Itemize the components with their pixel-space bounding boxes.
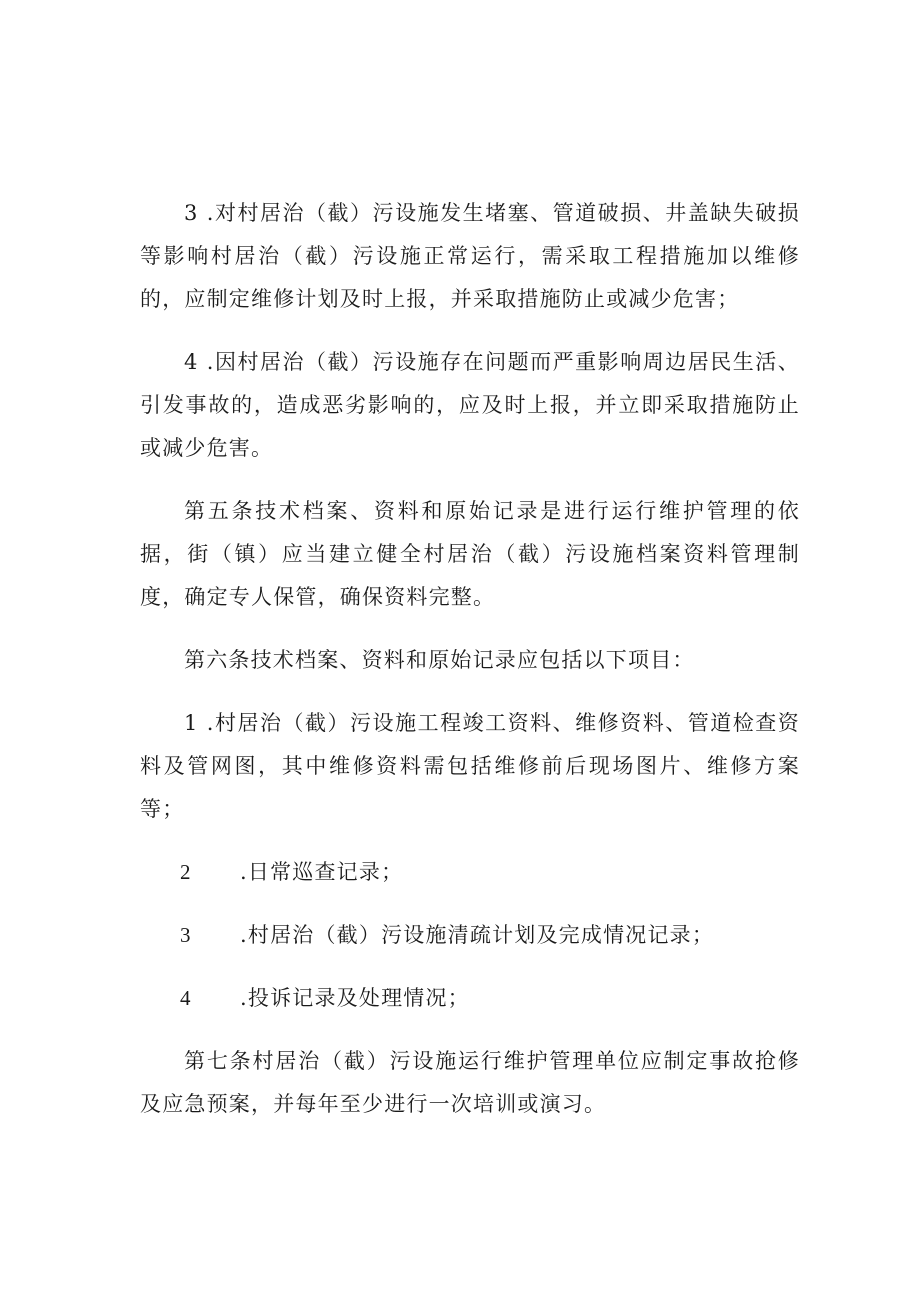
paragraph-text: 第七条村居治（截）污设施运行维护管理单位应制定事故抢修及应急预案，并每年至少进行一次培训或演习。 [140, 1049, 800, 1116]
item-number: 4 [184, 350, 199, 374]
item-number: 3 [184, 201, 199, 225]
document-body [140, 192, 800, 1146]
paragraph-item-3 [140, 192, 800, 321]
paragraph-text: 第六条技术档案、资料和原始记录应包括以下项目： [184, 648, 695, 672]
list-item-text: .村居治（截）污设施清疏计划及完成情况记录； [240, 923, 715, 947]
paragraph-item-1 [140, 702, 800, 831]
paragraph-text: .村居治（截）污设施工程竣工资料、维修资料、管道检查资料及管网图，其中维修资料需包括维修前后现场图片、维修方案等； [140, 711, 800, 821]
item-number: 4 [180, 986, 192, 1010]
list-item-text: .日常巡查记录； [240, 860, 404, 884]
list-item-2 [140, 851, 800, 894]
paragraph-article-6 [140, 639, 800, 682]
paragraph-article-7 [140, 1040, 800, 1126]
paragraph-item-4 [140, 341, 800, 470]
list-item-text: .投诉记录及处理情况； [240, 986, 470, 1010]
item-number: 1 [184, 711, 199, 735]
paragraph-text: .因村居治（截）污设施存在问题而严重影响周边居民生活、引发事故的，造成恶劣影响的，应及时上报，并立即采取措施防止或减少危害。 [140, 350, 800, 460]
paragraph-text: 第五条技术档案、资料和原始记录是进行运行维护管理的依据，街（镇）应当建立健全村居治（截）污设施档案资料管理制度，确定专人保管，确保资料完整。 [140, 499, 800, 609]
paragraph-text: .对村居治（截）污设施发生堵塞、管道破损、井盖缺失破损等影响村居治（截）污设施正常运行，需采取工程措施加以维修的，应制定维修计划及时上报，并采取措施防止或减少危害； [140, 201, 800, 311]
list-item-3 [140, 914, 800, 957]
list-item-4 [140, 977, 800, 1020]
item-number: 3 [180, 923, 192, 947]
paragraph-article-5 [140, 490, 800, 619]
item-number: 2 [180, 860, 192, 884]
